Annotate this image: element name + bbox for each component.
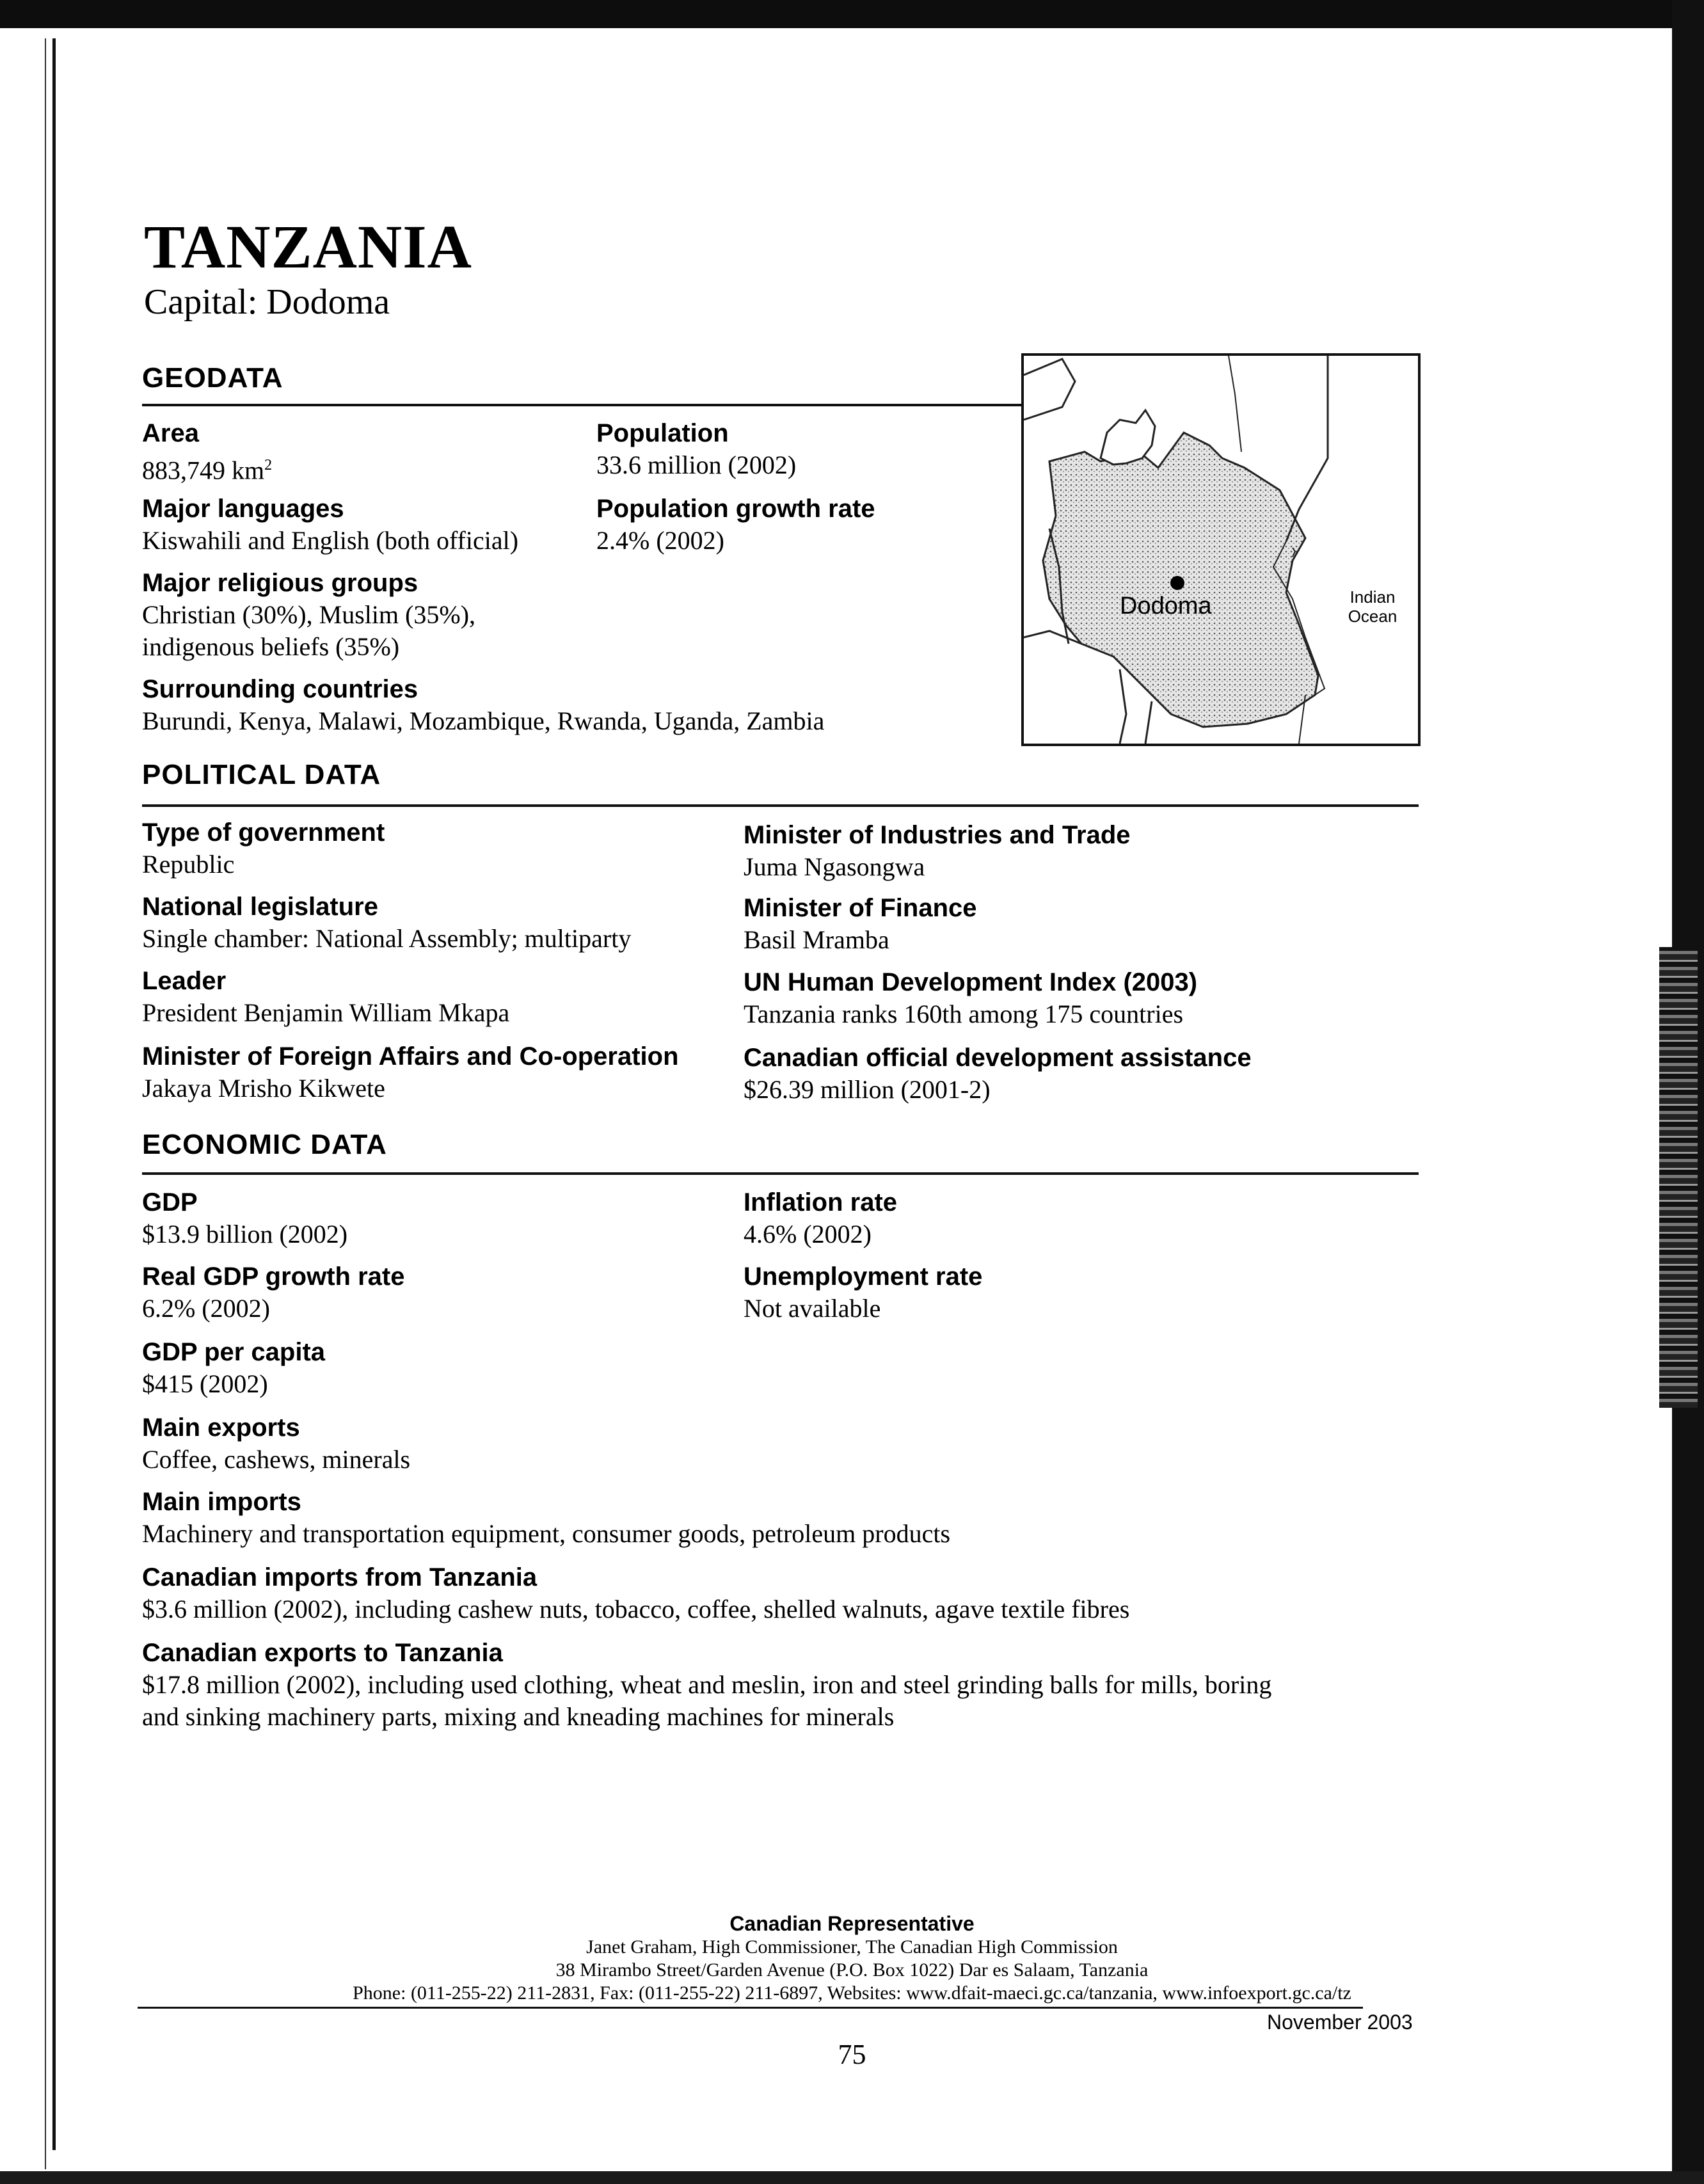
rep-line-3: Phone: (011-255-22) 211-2831, Fax: (011-255-22) 211-6897, Websites: www.dfait-maeci.gc.ca/tanzania, www.infoexport.gc.ca/tz — [353, 1982, 1351, 2004]
hdi-field — [744, 966, 1197, 1030]
real-gdp-value: 6.2% (2002) — [142, 1294, 270, 1323]
hdi-label: UN Human Development Index (2003) — [744, 968, 1198, 996]
area-value: 883,749 $km^2$ — [142, 456, 273, 485]
canadian-imports-value: $3.6 million (2002), including cashew nuts, tobacco, coffee, shelled walnuts, agave textile fibres — [142, 1595, 1130, 1623]
population-label: Population — [596, 419, 729, 447]
rep-line-2: 38 Mirambo Street/Garden Avenue (P.O. Box 1022) Dar es Salaam, Tanzania — [555, 1959, 1149, 1981]
map-graphic — [1024, 356, 1418, 744]
unemployment-label: Unemployment rate — [744, 1263, 983, 1291]
border-line-5 — [1120, 669, 1126, 744]
foreign-minister-value: Jakaya Mrisho Kikwete — [142, 1074, 385, 1103]
languages-field — [142, 493, 518, 557]
area-field — [142, 417, 272, 486]
gdp-label: GDP — [142, 1188, 198, 1216]
industries-minister-label: Minister of Industries and Trade — [744, 821, 1131, 849]
footer-rule — [138, 2007, 1363, 2009]
real-gdp-field — [142, 1261, 404, 1325]
surrounding-label: Surrounding countries — [142, 675, 418, 703]
gdp-per-capita-label: GDP per capita — [142, 1338, 326, 1366]
canadian-exports-value-2: and sinking machinery parts, mixing and kneading machines for minerals — [142, 1702, 895, 1731]
economic-rule — [142, 1172, 1419, 1175]
finance-minister-field — [744, 892, 977, 956]
surrounding-field — [142, 673, 824, 737]
geodata-rule — [142, 404, 1024, 406]
surrounding-value: Burundi, Kenya, Malawi, Mozambique, Rwanda, Uganda, Zambia — [142, 706, 825, 735]
leader-value: President Benjamin William Mkapa — [142, 998, 510, 1027]
oda-field — [744, 1042, 1252, 1106]
gdp-field — [142, 1186, 347, 1250]
inflation-label: Inflation rate — [744, 1188, 898, 1216]
inflation-value: 4.6% (2002) — [744, 1220, 872, 1248]
gdp-per-capita-field — [142, 1336, 325, 1400]
gov-field — [142, 817, 385, 881]
oda-value: $26.39 million (2001-2) — [744, 1075, 991, 1104]
imports-label: Main imports — [142, 1488, 301, 1516]
binding-line — [45, 38, 46, 2169]
unemployment-field — [744, 1261, 982, 1325]
exports-label: Main exports — [142, 1414, 300, 1442]
foreign-minister-label: Minister of Foreign Affairs and Co-operation — [142, 1042, 679, 1071]
languages-label: Major languages — [142, 495, 344, 523]
finance-minister-value: Basil Mramba — [744, 925, 889, 954]
rep-line-1: Janet Graham, High Commissioner, The Canadian High Commission — [586, 1936, 1118, 1957]
economic-heading: ECONOMIC DATA — [142, 1129, 387, 1160]
canadian-exports-value-1: $17.8 million (2002), including used clothing, wheat and meslin, iron and steel grinding balls for mills, boring — [142, 1670, 1272, 1699]
gov-value: Republic — [142, 850, 235, 879]
border-line-2 — [1229, 356, 1241, 452]
gov-label: Type of government — [142, 818, 385, 847]
exports-field — [142, 1412, 410, 1476]
growth-field — [596, 493, 875, 557]
industries-minister-field — [744, 819, 1131, 883]
industries-minister-value: Juma Ngasongwa — [744, 852, 925, 881]
religion-value-1: Christian (30%), Muslim (35%), — [142, 600, 476, 629]
legislature-value: Single chamber: National Assembly; multiparty — [142, 924, 632, 953]
political-heading: POLITICAL DATA — [142, 759, 381, 790]
publication-date: November 2003 — [1267, 2011, 1413, 2034]
growth-label: Population growth rate — [596, 495, 875, 523]
lake-victoria — [1101, 410, 1155, 465]
leader-label: Leader — [142, 967, 227, 995]
inflation-field — [744, 1186, 897, 1250]
finance-minister-label: Minister of Finance — [744, 894, 977, 922]
real-gdp-label: Real GDP growth rate — [142, 1263, 405, 1291]
leader-field — [142, 965, 509, 1029]
map-ocean-label-1: Indian — [1350, 587, 1396, 607]
canadian-exports-label: Canadian exports to Tanzania — [142, 1639, 503, 1667]
page-title: TANZANIA — [144, 212, 472, 281]
imports-value: Machinery and transportation equipment, consumer goods, petroleum products — [142, 1519, 951, 1548]
exports-value: Coffee, cashews, minerals — [142, 1445, 411, 1474]
languages-value: Kiswahili and English (both official) — [142, 526, 519, 555]
religion-label: Major religious groups — [142, 569, 418, 597]
political-rule — [142, 804, 1419, 807]
tanzania-map — [1021, 353, 1421, 746]
canadian-imports-field — [142, 1561, 1129, 1625]
hdi-value: Tanzania ranks 160th among 175 countries — [744, 1000, 1184, 1028]
legislature-field — [142, 891, 631, 955]
capital-line: Capital: Dodoma — [144, 282, 390, 322]
imports-field — [142, 1486, 950, 1550]
map-ocean-label-2: Ocean — [1348, 607, 1397, 626]
canadian-exports-field — [142, 1637, 1271, 1733]
map-city-label: Dodoma — [1120, 593, 1212, 619]
dodoma-marker — [1170, 576, 1184, 590]
religion-value-2: indigenous beliefs (35%) — [142, 632, 400, 661]
population-value: 33.6 million (2002) — [596, 450, 797, 479]
area-superscript: 2 — [264, 457, 273, 474]
oda-label: Canadian official development assistance — [744, 1044, 1252, 1072]
page-number: 75 — [838, 2039, 866, 2070]
canadian-imports-label: Canadian imports from Tanzania — [142, 1563, 537, 1591]
border-line-6 — [1145, 701, 1152, 744]
border-line-1 — [1024, 359, 1075, 420]
area-label: Area — [142, 419, 199, 447]
map-ocean-label — [1337, 587, 1408, 626]
binding-edge — [52, 38, 56, 2150]
scan-side-strip — [1659, 947, 1698, 1408]
rep-heading: Canadian Representative — [729, 1912, 975, 1935]
population-field — [596, 417, 796, 481]
gdp-value: $13.9 billion (2002) — [142, 1220, 348, 1248]
gdp-per-capita-value: $415 (2002) — [142, 1369, 268, 1398]
religion-field — [142, 567, 475, 663]
legislature-label: National legislature — [142, 893, 378, 921]
foreign-minister-field — [142, 1040, 679, 1104]
growth-value: 2.4% (2002) — [596, 526, 724, 555]
geodata-heading: GEODATA — [142, 362, 283, 394]
scan-bottom-edge — [0, 2171, 1704, 2184]
scan-top-edge — [0, 0, 1704, 28]
unemployment-value: Not available — [744, 1294, 881, 1323]
